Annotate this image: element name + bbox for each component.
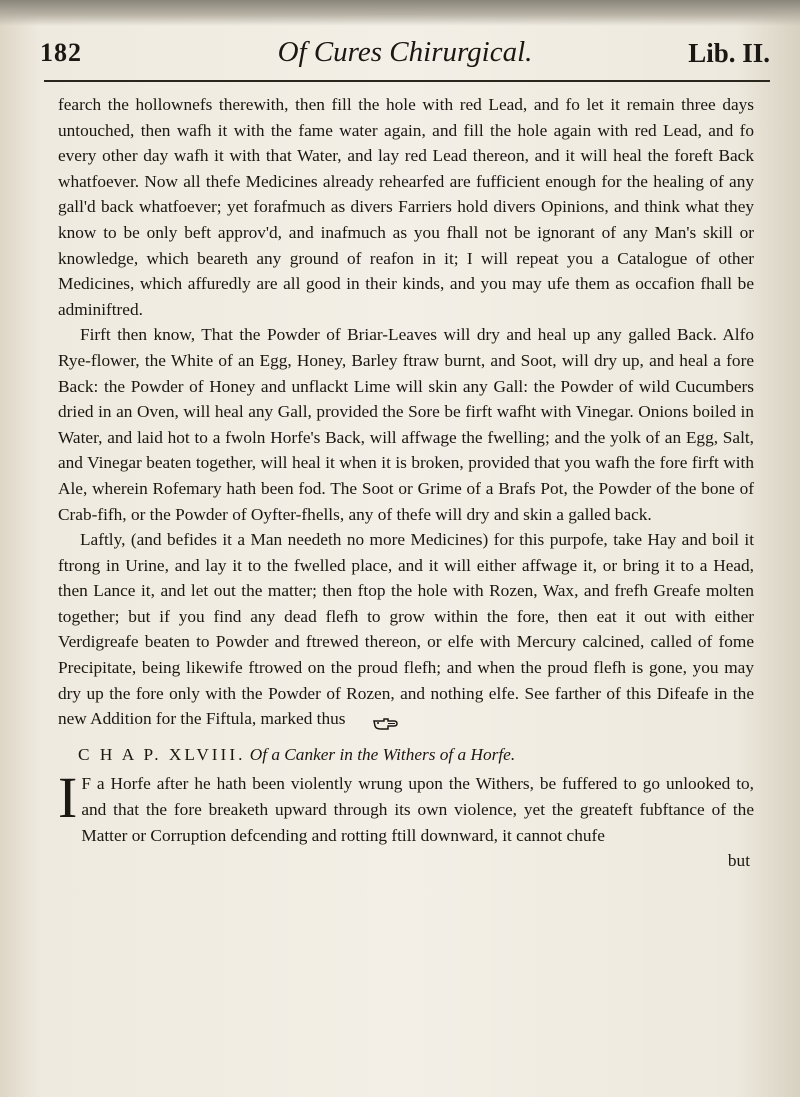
catchword: but (727, 851, 750, 871)
page-header (40, 34, 770, 76)
drop-cap: I (58, 765, 78, 831)
paragraph-3-text: Laftly, (and befides it a Man needeth no more Medicines) for this purpofe, take Hay and boil it ftrong in Urine, and lay it to the fwelled place, and it will either affwage it, or bring it to a Head, then Lance it, and let out the matter; then ftop the hole with Rozen, Wax, and frefh Greafe molten together; but if you find any dead flefh to grow within the fore, then eat it out with either Verdigreafe beaten to Powder and ftrewed thereon, or elfe with Mercury calcined, called of fome Precipitate, being likewife ftrowed on the proud flefh; and when the proud flefh is gone, you may dry up the fore only with the Powder of Rozen, and nothing elfe. See farther of this Difeafe in the new Addition for the Fiftula, marked thus (58, 530, 754, 729)
body-text (58, 92, 754, 874)
header-rule (44, 80, 770, 82)
running-title: Of Cures Chirurgical. (277, 36, 533, 68)
chapter-title: Of a Canker in the Withers of a Horfe. (249, 744, 516, 764)
chapter-text: F a Horfe after he hath been violently wrung upon the Withers, be fuffered to go unlooked to, and that the fore breaketh upward through its own violence, yet the greateft fubftance of the Matter or Corruption defcending and rotting ftill downward, it cannot chufe (81, 774, 754, 845)
paragraph-2: Firft then know, That the Powder of Briar-Leaves will dry and heal up any galled Back. Alfo Rye-flower, the White of an Egg, Honey, Barley ftraw burnt, and Soot, will dry up, and heal a fore Back: the Powder of Honey and unflackt Lime will skin any Gall: the Powder of wild Cucumbers dried in an Oven, will heal any Gall, provided the Sore be firft wafht with Vinegar. Onions boiled in Water, and laid hot to a fwoln Horfe's Back, will affwage the fwelling; and the yolk of an Egg, Salt, and Vinegar beaten together, will heal it when it is broken, provided that you wafh the fore firft with Ale, wherein Rofemary hath been fod. The Soot or Grime of a Brafs Pot, the Powder of the bone of Crab-fifh, or the Powder of Oyfter-fhells, any of thefe will dry and skin a galled back. (58, 325, 754, 524)
chapter-number: C H A P. XLVIII. (78, 744, 246, 764)
page-number: 182 (40, 38, 82, 67)
pointing-hand-icon (350, 713, 376, 727)
chapter-heading (78, 742, 754, 768)
paragraph-1: fearch the hollownefs therewith, then fill the hole with red Lead, and fo let it remain three days untouched, then wafh it with the fame water again, and fill the hole again with red Lead, and fo every other day wafh it with that Water, and lay red Lead thereon, and it will heal the foreft Back whatfoever. Now all thefe Medicines already rehearfed are fufficient enough for the healing of any gall'd back whatfoever; yet forafmuch as divers Farriers hold divers Opinions, and think what they know to be only beft approv'd, and inafmuch as you fhall not be ignorant of any Man's skill or knowledge, which beareth any ground of reafon in it; I will repeat you a Catalogue of other Medicines, which affuredly are all good in their kinds, and you may ufe them as occafion fhall be adminiftred. (58, 95, 754, 319)
chapter-paragraph (58, 765, 754, 848)
paragraph-3: Laftly, (and befides it a Man needeth no more Medicines) for this purpofe, take Hay and boil it ftrong in Urine, and lay it to the fwelled place, and it will either affwage it, or bring it to a Head, then Lance it, and let out the matter; then ftop the hole with Rozen, Wax, and frefh Greafe molten together; but if you find any dead flefh to grow within the fore, then eat it out with either Verdigreafe beaten to Powder and ftrewed thereon, or elfe with Mercury calcined, called of fome Precipitate, being likewife ftrowed on the proud flefh; and when the proud flefh is gone, you may dry up the fore only with the Powder of Rozen, and nothing elfe. See farther of this Difeafe in the new Addition for the Fiftula, marked thus . (58, 530, 754, 729)
book-reference: Lib. II. (688, 38, 770, 68)
page-top-edge (0, 0, 800, 26)
